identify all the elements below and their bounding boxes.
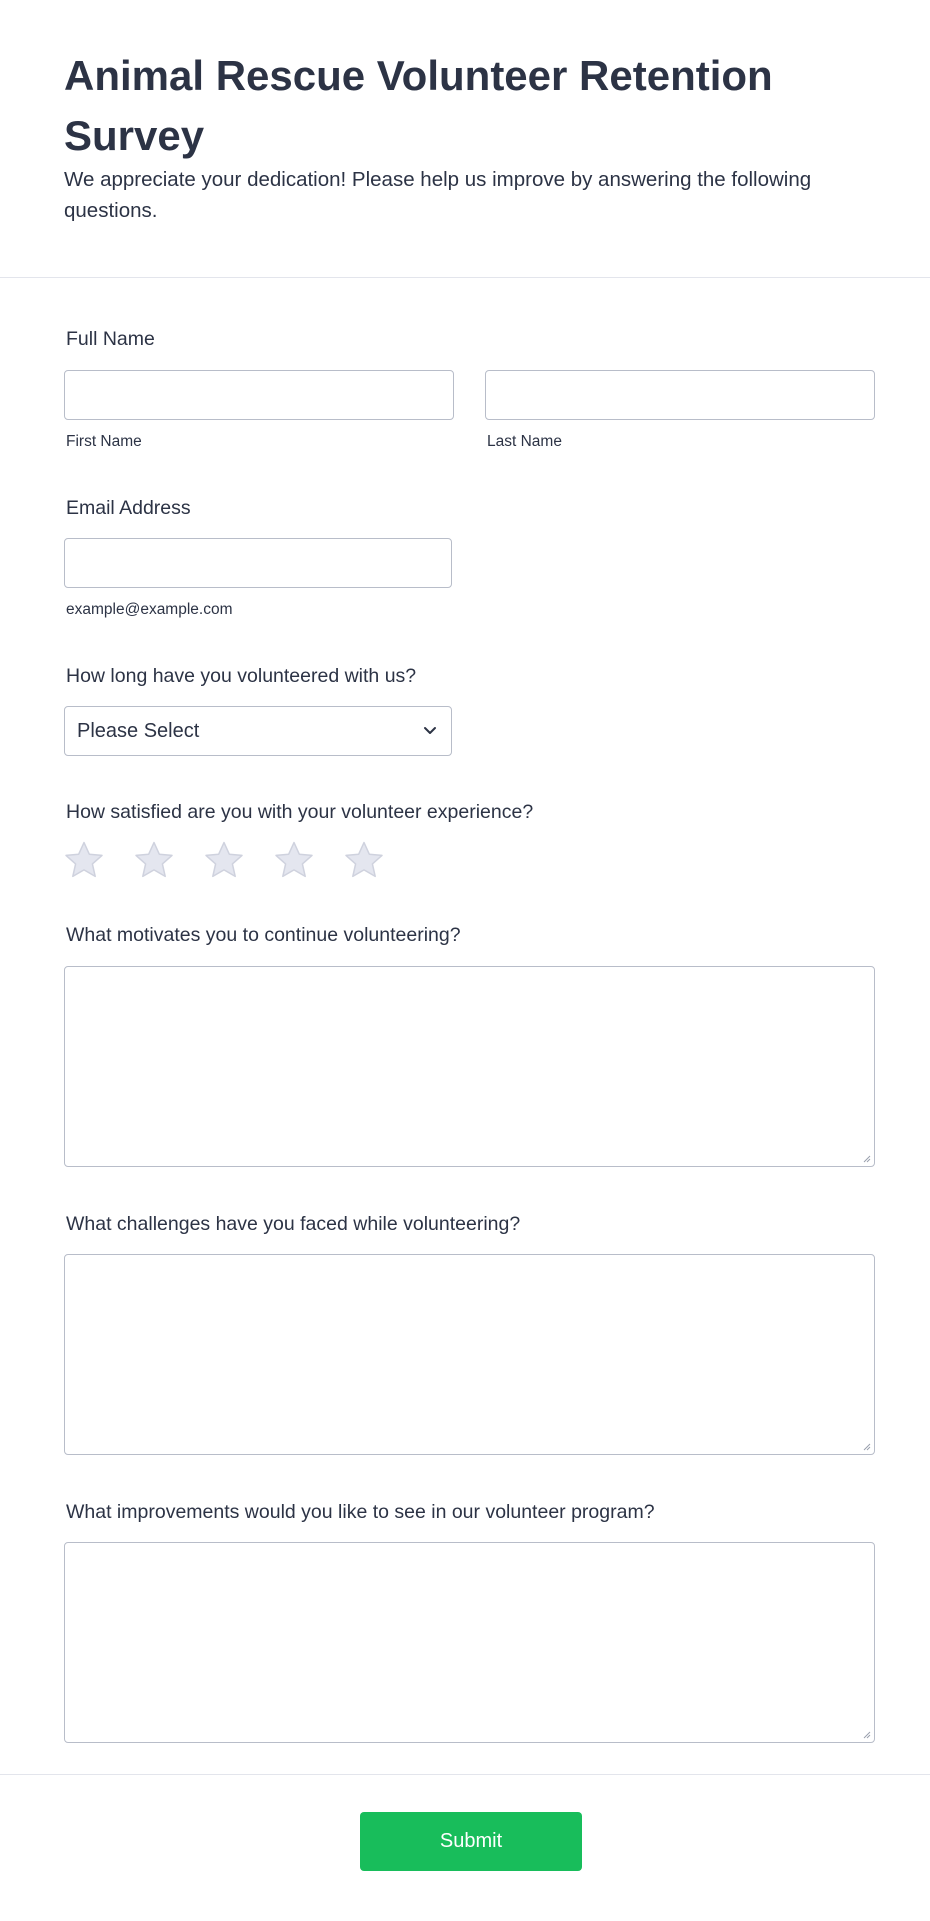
email-input[interactable] bbox=[64, 538, 452, 588]
improvements-textarea[interactable] bbox=[64, 1542, 875, 1743]
motivation-textarea[interactable] bbox=[64, 966, 875, 1167]
star-icon[interactable] bbox=[134, 840, 174, 880]
resize-grip-icon[interactable] bbox=[861, 1729, 871, 1739]
resize-grip-icon[interactable] bbox=[861, 1441, 871, 1451]
satisfaction-label: How satisfied are you with your volunteer experience? bbox=[66, 801, 534, 823]
resize-grip-icon[interactable] bbox=[861, 1153, 871, 1163]
page-subtitle: We appreciate your dedication! Please help us improve by answering the following questions. bbox=[64, 168, 812, 222]
improvements-label: What improvements would you like to see in our volunteer program? bbox=[66, 1501, 655, 1523]
last-name-sublabel: Last Name bbox=[487, 433, 562, 450]
footer-divider bbox=[0, 1774, 930, 1775]
star-rating bbox=[64, 840, 384, 882]
last-name-input[interactable] bbox=[485, 370, 875, 420]
email-sublabel: example@example.com bbox=[66, 601, 233, 618]
duration-selected-value: Please Select bbox=[77, 719, 200, 742]
star-icon[interactable] bbox=[344, 840, 384, 880]
challenges-textarea[interactable] bbox=[64, 1254, 875, 1455]
star-icon[interactable] bbox=[274, 840, 314, 880]
email-label: Email Address bbox=[66, 497, 191, 519]
page-title: Animal Rescue Volunteer Retention Survey bbox=[64, 52, 773, 159]
chevron-down-icon bbox=[421, 722, 439, 740]
star-icon[interactable] bbox=[64, 840, 104, 880]
duration-label: How long have you volunteered with us? bbox=[66, 665, 417, 687]
full-name-label: Full Name bbox=[66, 328, 155, 350]
duration-select[interactable] bbox=[64, 706, 452, 756]
submit-button[interactable]: Submit bbox=[360, 1812, 582, 1871]
motivation-label: What motivates you to continue volunteering? bbox=[66, 924, 461, 946]
first-name-sublabel: First Name bbox=[66, 433, 142, 450]
star-icon[interactable] bbox=[204, 840, 244, 880]
challenges-label: What challenges have you faced while volunteering? bbox=[66, 1213, 521, 1235]
first-name-input[interactable] bbox=[64, 370, 454, 420]
form-header bbox=[0, 0, 930, 278]
